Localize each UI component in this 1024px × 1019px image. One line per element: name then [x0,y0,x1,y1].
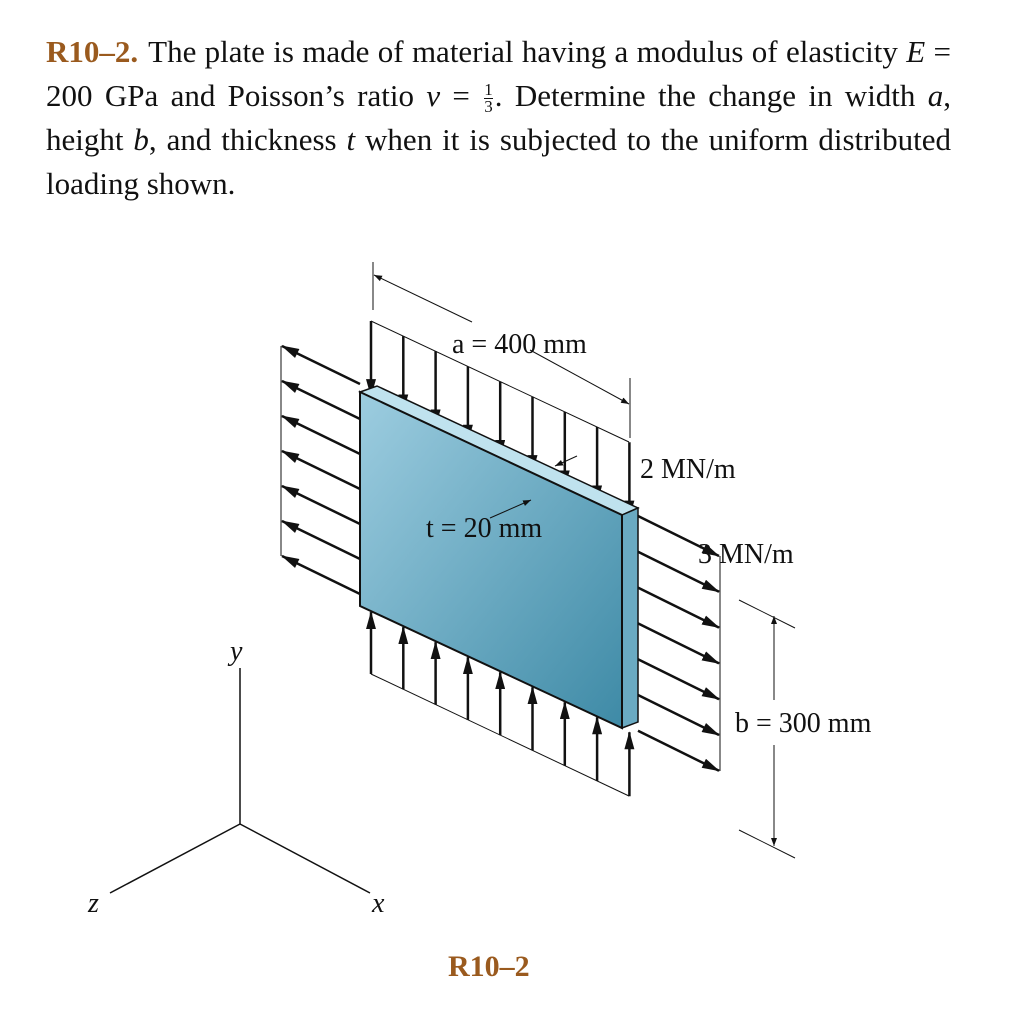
top-load-label: 2 MN/m [640,454,736,485]
right-load-arrow [638,659,719,699]
axis-z-label: z [88,888,99,919]
text: The plate is made of material having a modulus of elasticity [148,34,907,69]
symbol-t: t [346,122,356,157]
text: , and thickness [148,122,347,157]
text: = 200 GPa and Poisson’s ratio [46,34,952,113]
text: , height [46,78,952,157]
right-load-arrow [638,588,719,628]
denominator: 3 [484,97,493,117]
b-dimension-label: b = 300 mm [735,708,872,739]
right-load-arrow [638,731,719,771]
symbol-b: b [133,122,149,157]
text: = [440,78,483,113]
coordinate-axes [110,668,370,893]
side-load-label: 3 MN/m [698,539,794,570]
text: . Determine the change in width [494,78,928,113]
left-load-arrow [282,416,360,454]
plate-side-face [622,508,638,728]
symbol-nu: ν [426,78,441,113]
t-dimension-label: t = 20 mm [426,513,543,544]
problem-id: R10–2. [46,34,139,69]
a-dimension-label: a = 400 mm [452,329,587,360]
figure-label: R10–2 [448,950,530,983]
left-load-arrow [282,346,360,384]
left-load-arrow [282,381,360,419]
numerator: 1 [484,80,493,100]
right-load-arrow [638,695,719,735]
right-load-arrow [638,623,719,663]
text: when it is subjected to the uniform distributed loading shown. [46,122,951,201]
symbol-a: a [927,78,944,113]
left-load-arrow [282,486,360,524]
symbol-E: E [906,34,926,69]
left-load-arrow [282,521,360,559]
left-load-arrow [282,556,360,594]
axis-y-label: y [230,636,243,667]
axis-x-label: x [372,888,385,919]
left-load-arrow [282,451,360,489]
